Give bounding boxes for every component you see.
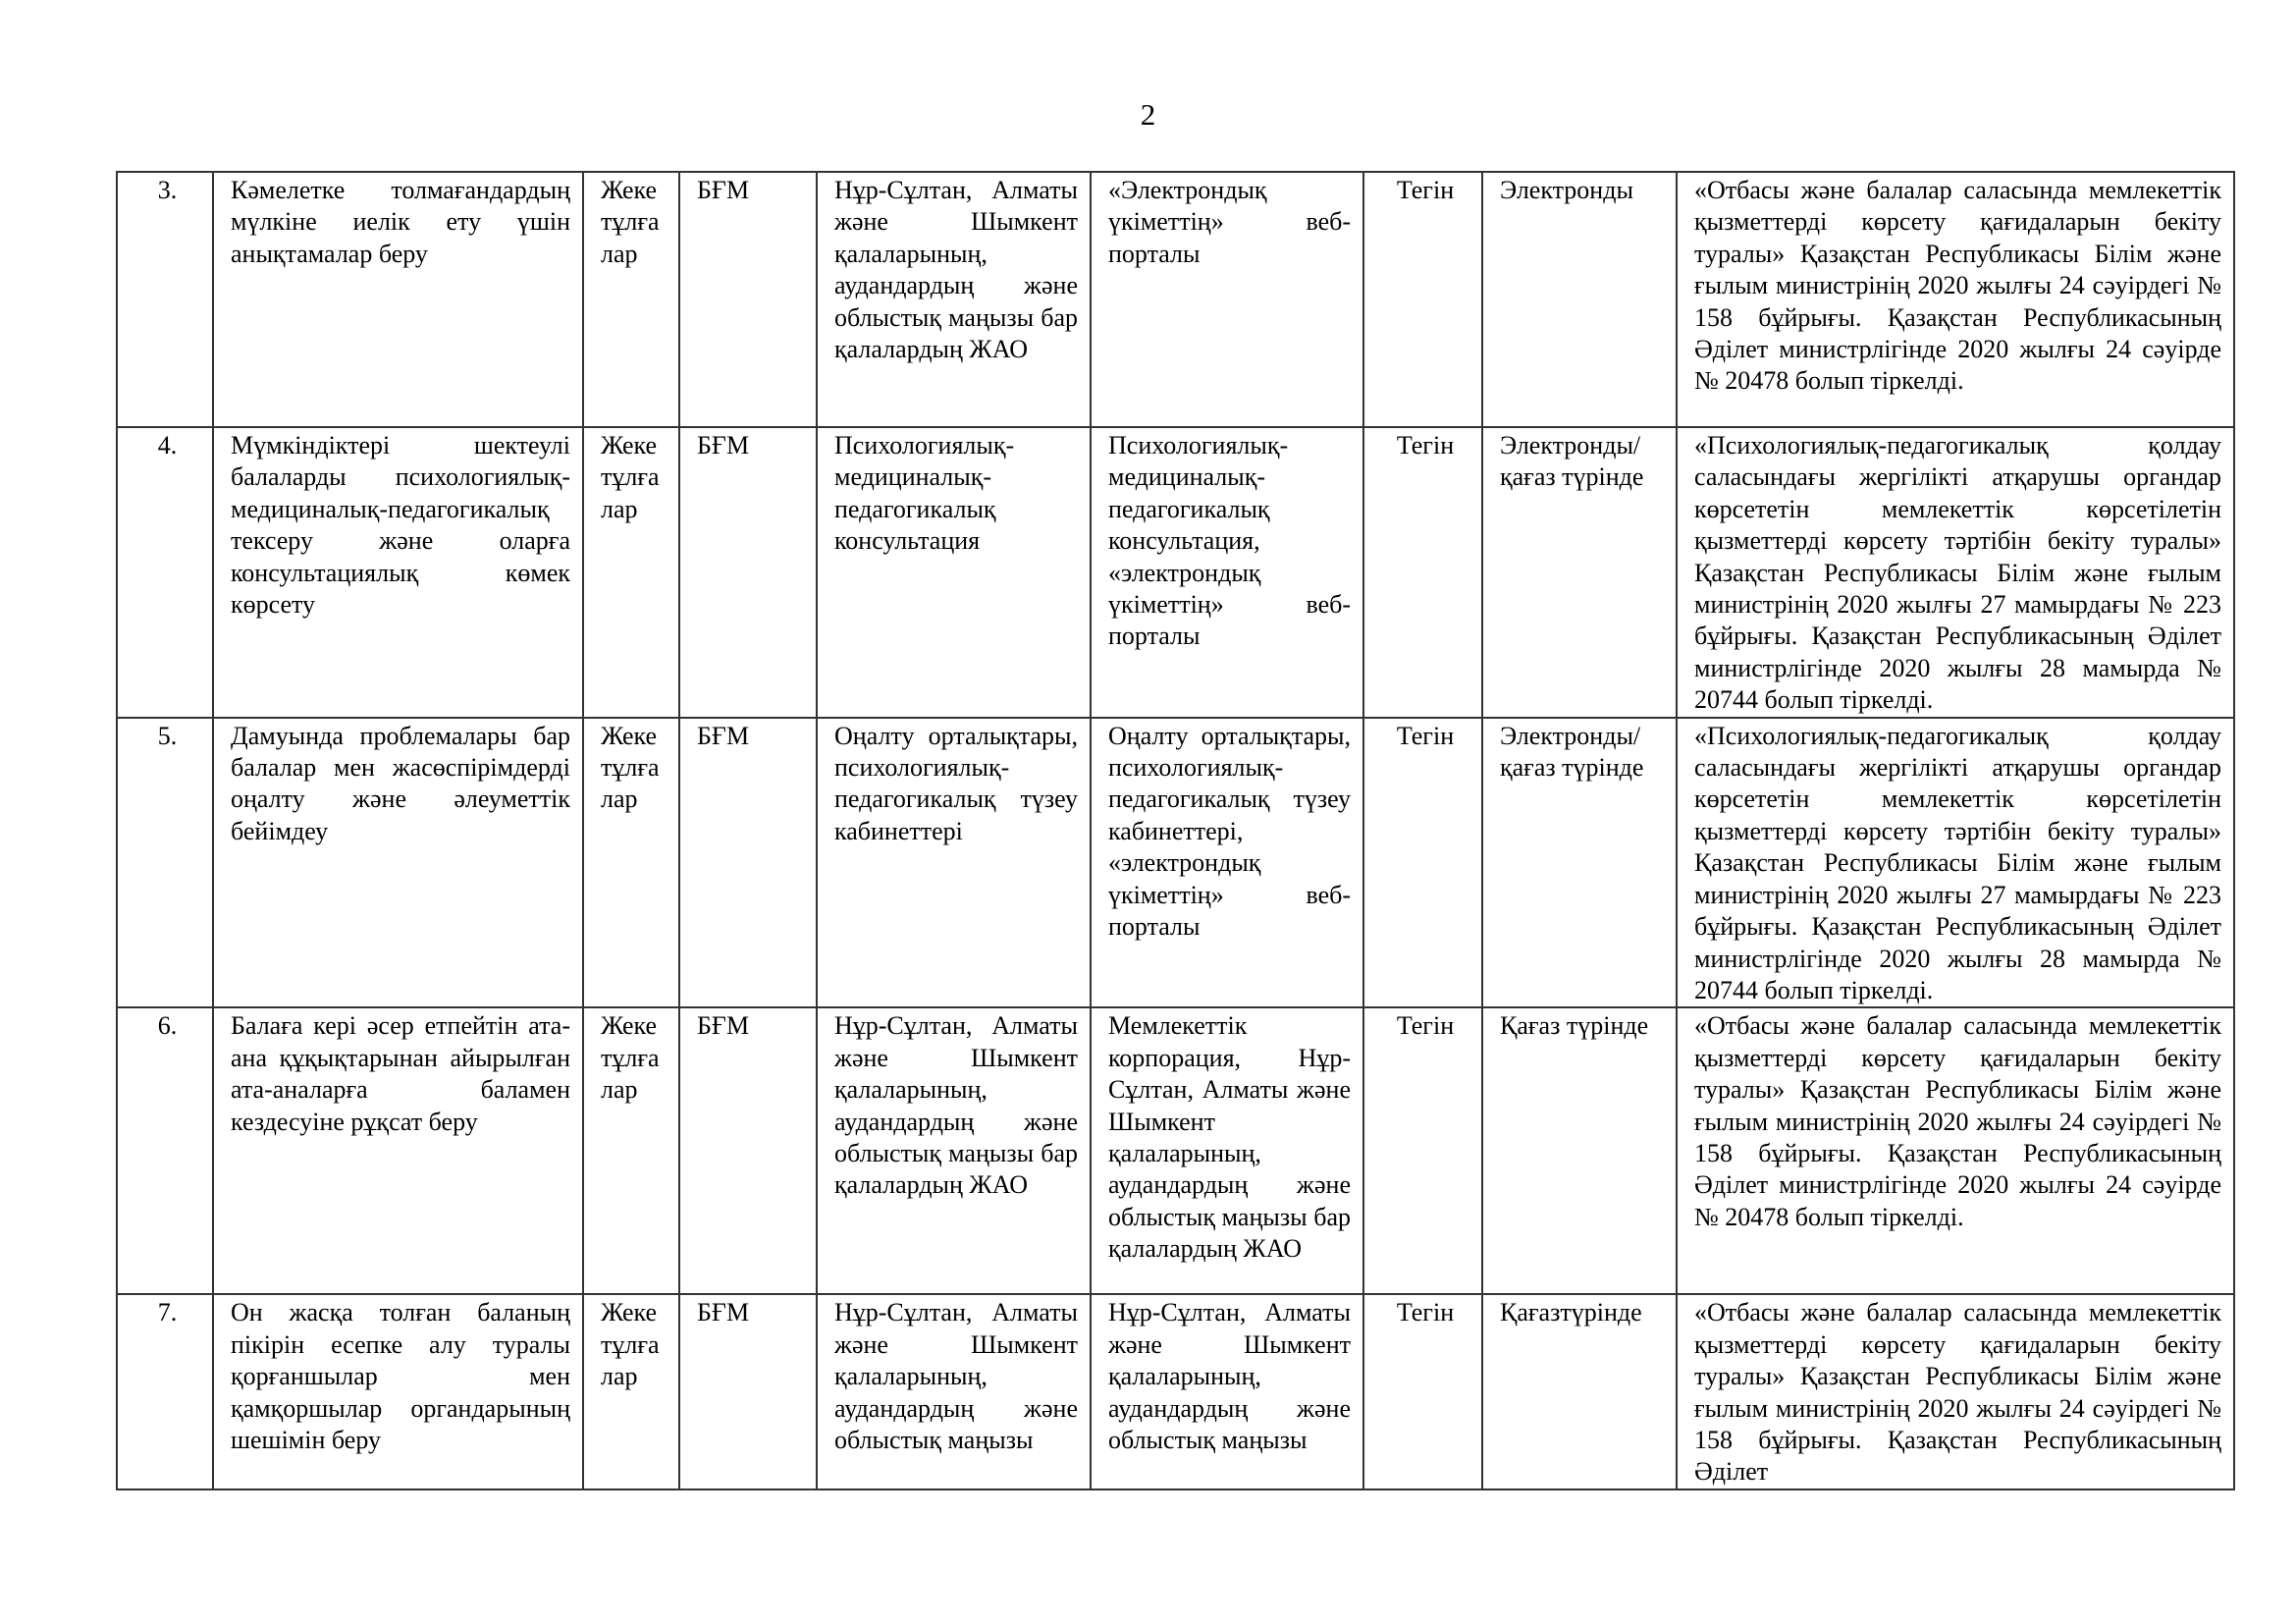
service-name: Кәмелетке толмағандардың мүлкіне иелік ету үшін анықтамалар беру <box>213 172 583 427</box>
service-form: Қағаз түрінде <box>1482 1007 1677 1294</box>
table-row <box>117 718 2234 1008</box>
application-channel: Нұр-Сұлтан, Алматы және Шымкент қалаларының, аудандардың және облыстық маңызы <box>1091 1294 1363 1489</box>
service-provider: Оңалту орталықтары, психологиялық-педагогикалық түзеу кабинеттері <box>817 718 1091 1008</box>
service-fee: Тегін <box>1363 1294 1482 1489</box>
service-recipient: Жеке тұлға лар <box>583 172 679 427</box>
legal-basis: «Отбасы және балалар саласында мемлекеттік қызметтерді көрсету қағидаларын бекіту туралы» Қазақстан Республикасы Білім және ғылым министрінің 2020 жылғы 24 сәуірдегі № 158 бұйрығы. Қазақстан Республикасының Әділет министрлігінде 2020 жылғы 24 сәуірде № 20478 болып тіркелді. <box>1677 1007 2234 1294</box>
service-recipient: Жеке тұлға лар <box>583 1007 679 1294</box>
application-channel: Оңалту орталықтары, психологиялық-педагогикалық түзеу кабинеттері, «электрондық үкіметтің» веб-порталы <box>1091 718 1363 1008</box>
service-name: Балаға кері әсер етпейтін ата-ана құқықтарынан айырылған ата-аналарға баламен кездесуіне рұқсат беру <box>213 1007 583 1294</box>
legal-basis: «Психологиялық-педагогикалық қолдау саласындағы жергілікті атқарушы органдар көрсететін мемлекеттік көрсетілетін қызметтерді көрсету тәртібін бекіту туралы» Қазақстан Республикасы Білім және ғылым министрінің 2020 жылғы 27 мамырдағы № 223 бұйрығы. Қазақстан Республикасының Әділет министрлігінде 2020 жылғы 28 мамырда № 20744 болып тіркелді. <box>1677 427 2234 718</box>
service-name: Он жасқа толған баланың пікірін есепке алу туралы қорғаншылар мен қамқоршылар органдарының шешімін беру <box>213 1294 583 1489</box>
service-fee: Тегін <box>1363 427 1482 718</box>
application-channel: Психологиялық-медициналық-педагогикалық консультация, «электрондық үкіметтің» веб-порталы <box>1091 427 1363 718</box>
table-row <box>117 1007 2234 1294</box>
service-form: Электронды <box>1482 172 1677 427</box>
service-provider: Психологиялық-медициналық-педагогикалық консультация <box>817 427 1091 718</box>
page-number: 2 <box>1140 97 1156 132</box>
row-number: 5. <box>117 718 213 1008</box>
service-recipient: Жеке тұлға лар <box>583 427 679 718</box>
responsible-ministry: БҒМ <box>679 172 817 427</box>
application-channel: «Электрондық үкіметтің» веб-порталы <box>1091 172 1363 427</box>
table-row <box>117 1294 2234 1489</box>
row-number: 4. <box>117 427 213 718</box>
responsible-ministry: БҒМ <box>679 1294 817 1489</box>
responsible-ministry: БҒМ <box>679 1007 817 1294</box>
table-body <box>117 172 2234 1489</box>
legal-basis: «Психологиялық-педагогикалық қолдау саласындағы жергілікті атқарушы органдар көрсететін мемлекеттік көрсетілетін қызметтерді көрсету тәртібін бекіту туралы» Қазақстан Республикасы Білім және ғылым министрінің 2020 жылғы 27 мамырдағы № 223 бұйрығы. Қазақстан Республикасының Әділет министрлігінде 2020 жылғы 28 мамырда № 20744 болып тіркелді. <box>1677 718 2234 1008</box>
service-name: Дамуында проблемалары бар балалар мен жасөспірімдерді оңалту және әлеуметтік бейімдеу <box>213 718 583 1008</box>
service-fee: Тегін <box>1363 172 1482 427</box>
service-fee: Тегін <box>1363 718 1482 1008</box>
service-fee: Тегін <box>1363 1007 1482 1294</box>
service-recipient: Жеке тұлға лар <box>583 718 679 1008</box>
service-form: Қағазтүрінде <box>1482 1294 1677 1489</box>
row-number: 7. <box>117 1294 213 1489</box>
responsible-ministry: БҒМ <box>679 427 817 718</box>
table-row <box>117 172 2234 427</box>
service-provider: Нұр-Сұлтан, Алматы және Шымкент қалаларының, аудандардың және облыстық маңызы бар қалалардың ЖАО <box>817 172 1091 427</box>
service-provider: Нұр-Сұлтан, Алматы және Шымкент қалаларының, аудандардың және облыстық маңызы <box>817 1294 1091 1489</box>
row-number: 6. <box>117 1007 213 1294</box>
service-provider: Нұр-Сұлтан, Алматы және Шымкент қалаларының, аудандардың және облыстық маңызы бар қалалардың ЖАО <box>817 1007 1091 1294</box>
service-form: Электронды/ қағаз түрінде <box>1482 427 1677 718</box>
row-number: 3. <box>117 172 213 427</box>
legal-basis: «Отбасы және балалар саласында мемлекеттік қызметтерді көрсету қағидаларын бекіту туралы» Қазақстан Республикасы Білім және ғылым министрінің 2020 жылғы 24 сәуірдегі № 158 бұйрығы. Қазақстан Республикасының Әділет <box>1677 1294 2234 1489</box>
responsible-ministry: БҒМ <box>679 718 817 1008</box>
table-row <box>117 427 2234 718</box>
service-recipient: Жеке тұлға лар <box>583 1294 679 1489</box>
legal-basis: «Отбасы және балалар саласында мемлекеттік қызметтерді көрсету қағидаларын бекіту туралы» Қазақстан Республикасы Білім және ғылым министрінің 2020 жылғы 24 сәуірдегі № 158 бұйрығы. Қазақстан Республикасының Әділет министрлігінде 2020 жылғы 24 сәуірде № 20478 болып тіркелді. <box>1677 172 2234 427</box>
services-table <box>116 171 2235 1490</box>
service-form: Электронды/ қағаз түрінде <box>1482 718 1677 1008</box>
application-channel: Мемлекеттік корпорация, Нұр-Сұлтан, Алматы және Шымкент қалаларының, аудандардың және облыстық маңызы бар қалалардың ЖАО <box>1091 1007 1363 1294</box>
service-name: Мүмкіндіктері шектеулі балаларды психологиялық-медициналық-педагогикалық тексеру және оларға консультациялық көмек көрсету <box>213 427 583 718</box>
